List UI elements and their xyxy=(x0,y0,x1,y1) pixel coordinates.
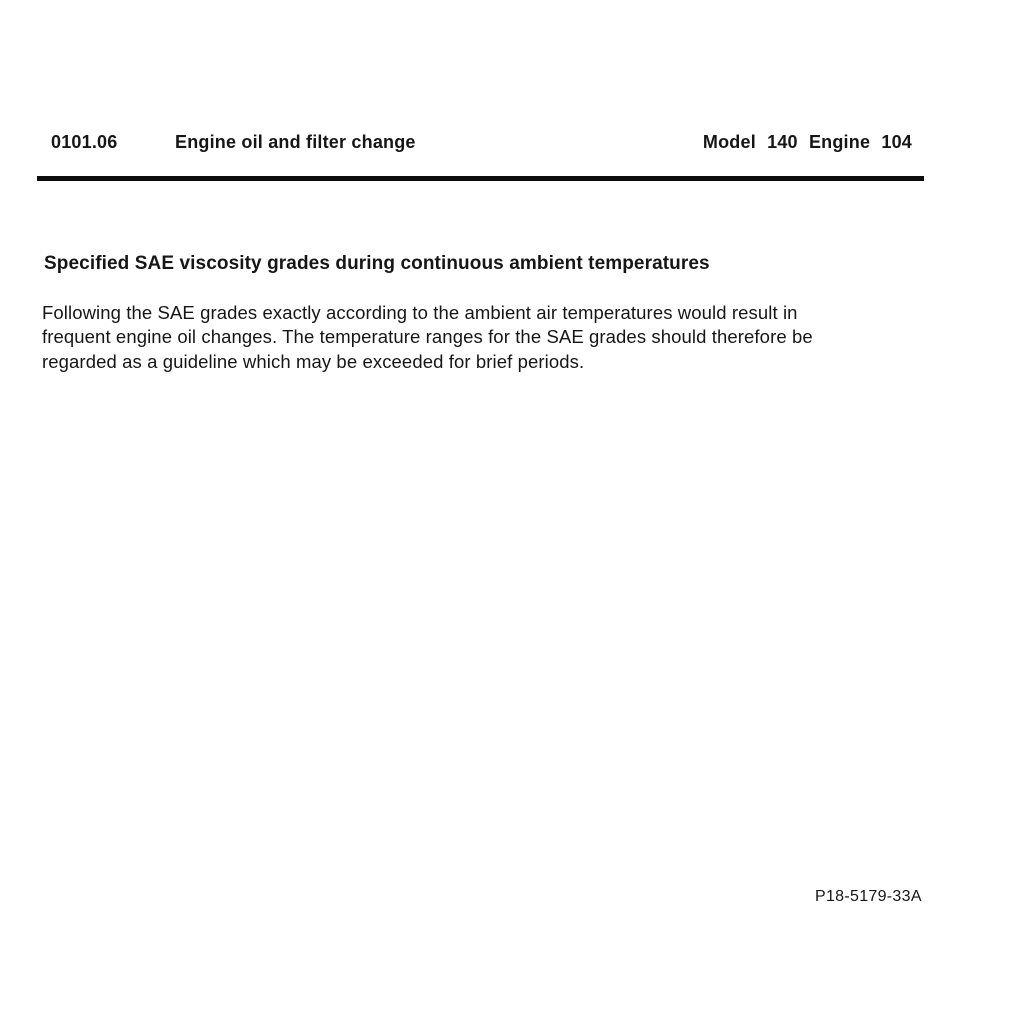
doc-title: Engine oil and filter change xyxy=(175,132,416,152)
section-heading: Specified SAE viscosity grades during continuous ambient temperatures xyxy=(44,253,710,274)
body-paragraph xyxy=(42,301,813,374)
doc-number: 0101.06 xyxy=(51,132,118,152)
model-info: Model 140 Engine 104 xyxy=(702,132,912,152)
figure-code: P18-5179-33A xyxy=(815,888,922,905)
viscosity-chart xyxy=(0,420,1024,924)
header-rule xyxy=(37,176,924,181)
paragraph-line: frequent engine oil changes. The temperature ranges for the SAE grades should therefore be xyxy=(42,326,813,348)
paragraph-line: Following the SAE grades exactly according to the ambient air temperatures would result in xyxy=(42,302,798,323)
paragraph-line: regarded as a guideline which may be exceeded for brief periods. xyxy=(42,350,585,372)
